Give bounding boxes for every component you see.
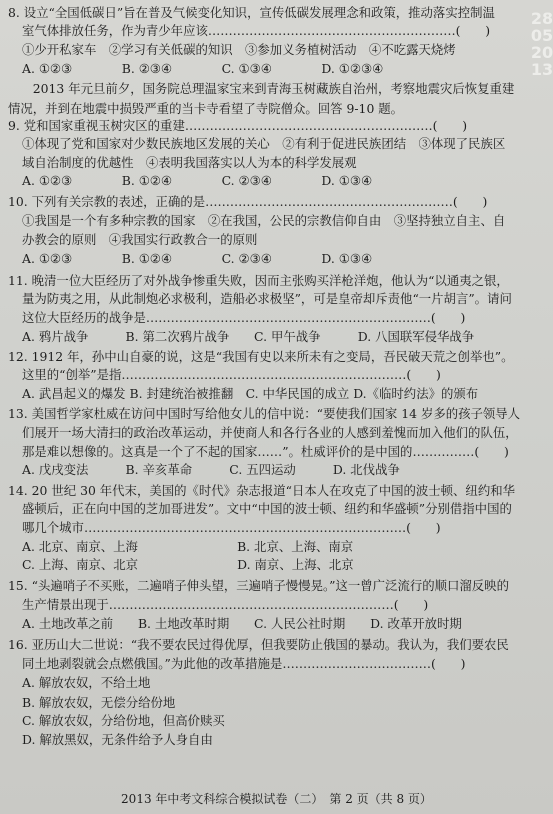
- question-line: ①体现了党和国家对少数民族地区发展的关心 ②有利于促进民族团结 ③体现了民族区: [22, 136, 506, 151]
- question-line: 室气体排放任务，作为青少年应该……………………………………………………( ): [22, 23, 491, 38]
- question-line: 9. 党和国家重视玉树灾区的重建……………………………………………………( ): [8, 118, 468, 133]
- question-line: A. 武昌起义的爆发 B. 封建统治被推翻 C. 中华民国的成立 D.《临时约法》的颁布: [22, 386, 479, 401]
- question-line: 情况，并到在地震中损毁严重的当卡寺看望了寺院僧众。回答 9-10 题。: [8, 101, 404, 116]
- question-line: C. 解放农奴，分给份地，但高价赎买: [22, 713, 225, 728]
- question-line: 哪几个城市……………………………………………………………………( ): [22, 520, 441, 535]
- question-line: A. 土地改革之前 B. 土地改革时期 C. 人民公社时期 D. 改革开放时期: [22, 616, 462, 631]
- question-line: 量为防夷之用，从此制炮必求极利，造船必求极坚”，可是皇帝却斥责他“一片胡言”。请问: [22, 291, 512, 306]
- question-line: A. 北京、南京、上海 B. 北京、上海、南京: [22, 539, 354, 554]
- question-line: 盛顿后，正在向中国的芝加哥进发”。文中“中国的波士顿、纽约和华盛顿”分别借指中国的: [22, 501, 512, 516]
- question-line: ①少开私家车 ②学习有关低碳的知识 ③参加义务植树活动 ④不吃露天烧烤: [22, 42, 456, 57]
- question-line: A. ①②③ B. ①②④ C. ②③④ D. ①③④: [22, 173, 373, 188]
- question-line: A. 解放农奴，不给土地: [22, 675, 151, 690]
- date-stamp: 28 05 2013: [530, 9, 553, 79]
- question-line: 们展开一场大清扫的政治改革运动，并使商人和各行各业的人感到羞愧而加入他们的队伍，: [22, 425, 518, 440]
- question-line: C. 上海、南京、北京 D. 南京、上海、北京: [22, 557, 354, 572]
- question-line: 那是难以想像的。这真是一个了不起的国家……”。杜威评价的是中国的……………( ): [22, 444, 509, 459]
- question-line: 11. 晚清一位大臣经历了对外战争惨重失败，因而主张购买洋枪洋炮，他认为“以通夷之银，: [8, 273, 509, 288]
- question-line: 15. “头遍哨子不买账，二遍哨子伸头望，三遍哨子慢慢晃。”这一曾广泛流行的顺口溜反映的: [8, 578, 509, 593]
- question-line: B. 解放农奴，无偿分给份地: [22, 695, 176, 710]
- question-line: 13. 美国哲学家杜威在访问中国时写给他女儿的信中说：“要使我们国家 14 岁多的孩子领导人: [8, 406, 521, 421]
- question-line: 生产情景出现于……………………………………………………………( ): [22, 597, 429, 612]
- question-line: 这位大臣经历的战争是……………………………………………………………( ): [22, 310, 466, 325]
- question-line: ①我国是一个有多种宗教的国家 ②在我国，公民的宗教信仰自由 ③坚持独立自主、自: [22, 213, 506, 228]
- question-line: A. 戊戌变法 B. 辛亥革命 C. 五四运动 D. 北伐战争: [22, 462, 400, 477]
- question-line: 2013 年元旦前夕，国务院总理温家宝来到青海玉树藏族自治州，考察地震灾后恢复重建: [8, 81, 515, 96]
- question-line: 14. 20 世纪 30 年代末，美国的《时代》杂志报道“日本人在攻克了中国的波士顿、纽约和华: [8, 483, 515, 498]
- question-line: 这里的“创举”是指……………………………………………………………( ): [22, 367, 441, 382]
- question-line: 办教会的原则 ④我国实行政教合一的原则: [22, 232, 258, 247]
- question-line: A. ①②③ B. ②③④ C. ①③④ D. ①②③④: [22, 61, 384, 76]
- question-line: 16. 亚历山大二世说：“我不要农民过得优厚，但我要防止俄国的暴动。我认为，我们要农民: [8, 637, 509, 652]
- question-line: 域自治制度的优越性 ④表明我国落实以人为本的科学发展观: [22, 155, 357, 170]
- page-footer: 2013 年中考文科综合模拟试卷（二） 第 2 页（共 8 页）: [121, 792, 432, 806]
- question-line: A. ①②③ B. ①②④ C. ②③④ D. ①③④: [22, 251, 373, 266]
- question-line: 8. 设立“全国低碳日”旨在普及气候变化知识，宣传低碳发展理念和政策，推动落实控制温: [8, 5, 495, 20]
- question-line: 12. 1912 年，孙中山自豪的说，这是“我国有史以来所未有之变局，吾民破天荒之创举也”。: [8, 349, 514, 364]
- question-line: 10. 下列有关宗教的表述，正确的是……………………………………………………( ): [8, 194, 488, 209]
- question-line: A. 鸦片战争 B. 第二次鸦片战争 C. 甲午战争 D. 八国联军侵华战争: [22, 329, 475, 344]
- question-line: D. 解放黑奴，无条件给予人身自由: [22, 732, 213, 747]
- question-line: 同土地剥裂就会点燃俄国。”为此他的改革措施是………………………………( ): [22, 656, 466, 671]
